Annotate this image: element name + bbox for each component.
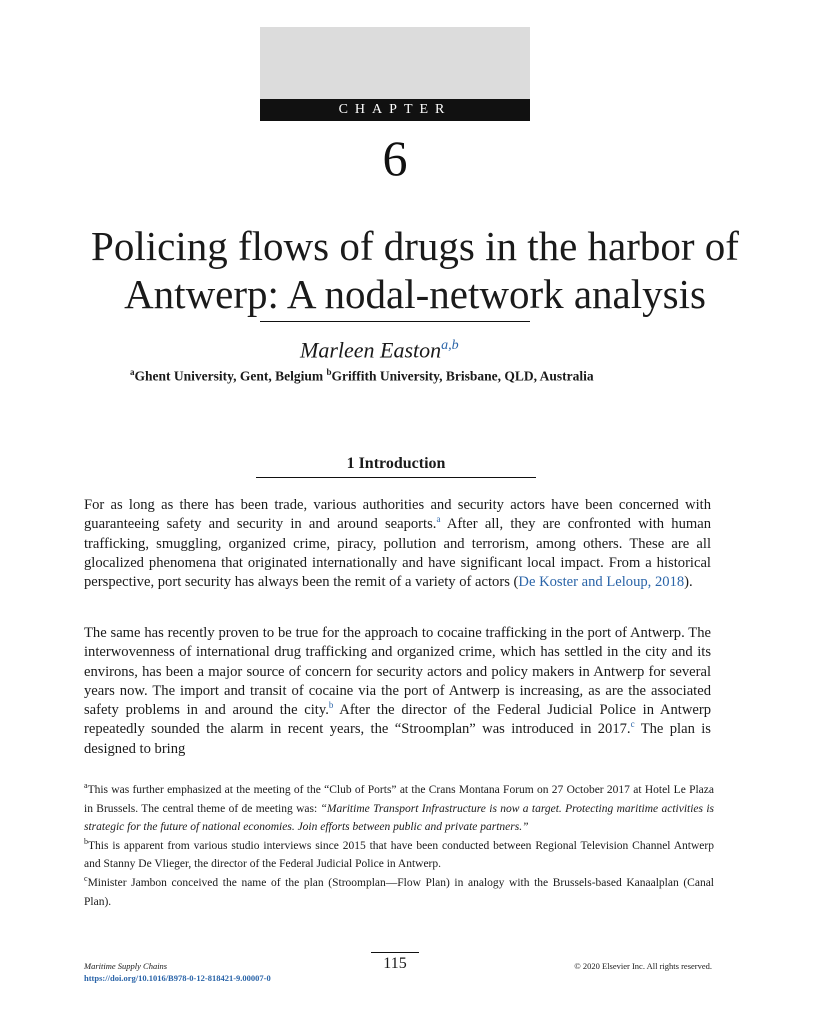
author-name: Marleen Easton [300, 337, 442, 363]
page-number-divider [371, 952, 419, 953]
footnote-a-mark: a [84, 781, 88, 791]
p2-text-a: The same has recently proven to be true for the approach to cocaine trafficking in the port of Antwerp. The interwovenness of international drug trafficking and organized crime, which has settled in the city and its environs, has been a major source of concern for security actors and policy makers in Antwerp for several years now. The import and transit of cocaine via the port of Antwerp is increasing, as are the associated safety problems in and around the city. [84, 625, 711, 719]
footnote-b [84, 837, 714, 874]
p1-text-c: ). [684, 574, 693, 591]
title-divider [260, 321, 530, 322]
p2-text-c: The plan is designed to bring [84, 721, 711, 757]
footnote-b-text: This is apparent from various studio interviews since 2015 that have been conducted between Regional Television Channel Antwerp and Stanny De Vlieger, the director of the Federal Judicial Police in Antwerp. [84, 839, 714, 871]
footnote-a [84, 781, 714, 837]
paragraph-2 [84, 624, 711, 759]
footnote-b-mark: b [84, 836, 88, 846]
p1-text-a: For as long as there has been trade, various authorities and security actors have been concerned with guaranteeing safety and security in and around seaports. [84, 497, 711, 533]
paragraph-1 [84, 496, 711, 592]
author-affiliation-marks[interactable]: a,b [441, 338, 459, 353]
affiliation-a: Ghent University, Gent, Belgium [134, 368, 324, 384]
p1-text-b: After all, they are confronted with human trafficking, smuggling, organized crime, piracy, pollution and terrorism, among others. These are all glocalized phenomena that originated internationally and have significant local impact. From a historical perspective, port security has always been the remit of a variety of actors ( [84, 516, 712, 591]
footnote-a-quote: “Maritime Transport Infrastructure is now a target. Protecting maritime activities is strategic for the future of national economies. Join efforts between public and private partners.” [84, 802, 715, 834]
footnote-c-mark: c [84, 874, 88, 884]
author [300, 332, 600, 364]
section-heading: 1 Introduction [256, 453, 536, 478]
citation-link[interactable]: De Koster and Leloup, 2018 [518, 574, 685, 591]
chapter-number: 6 [382, 130, 408, 186]
footnote-c-text: Minister Jambon conceived the name of the plan (Stroomplan—Flow Plan) in analogy with the Brussels-based Kanaalplan (Canal Plan). [84, 876, 714, 908]
chapter-title [60, 222, 770, 318]
affiliation-mark-b: b [326, 367, 332, 377]
affiliations [130, 363, 750, 386]
title-line-1: Policing flows of drugs in the harbor of [91, 223, 739, 269]
affiliation-b: Griffith University, Brisbane, QLD, Australia [331, 368, 594, 384]
chapter-label: CHAPTER [260, 99, 530, 121]
footnote-c [84, 874, 714, 911]
footnotes [84, 781, 714, 911]
affiliation-mark-a: a [130, 367, 135, 377]
copyright-notice: © 2020 Elsevier Inc. All rights reserved. [574, 961, 712, 971]
title-line-2: Antwerp: A nodal-network analysis [124, 271, 706, 317]
footnote-ref-c[interactable]: c [630, 719, 635, 730]
page-number: 115 [383, 955, 407, 972]
p2-text-b: After the director of the Federal Judicial Police in Antwerp repeatedly sounded the alarm in recent years, the “Stroomplan” was introduced in 2017. [84, 702, 711, 738]
footnote-ref-b[interactable]: b [328, 700, 334, 711]
chapter-header-box [260, 27, 530, 99]
book-title: Maritime Supply Chains [84, 961, 168, 971]
footnote-a-text: This was further emphasized at the meeting of the “Club of Ports” at the Crans Montana Forum on 27 October 2017 at Hotel Le Plaza in Brussels. The central theme of de meeting was: [84, 784, 714, 815]
doi-link[interactable]: https://doi.org/10.1016/B978-0-12-818421-9.00007-0 [84, 973, 271, 983]
footnote-ref-a[interactable]: a [436, 514, 441, 525]
